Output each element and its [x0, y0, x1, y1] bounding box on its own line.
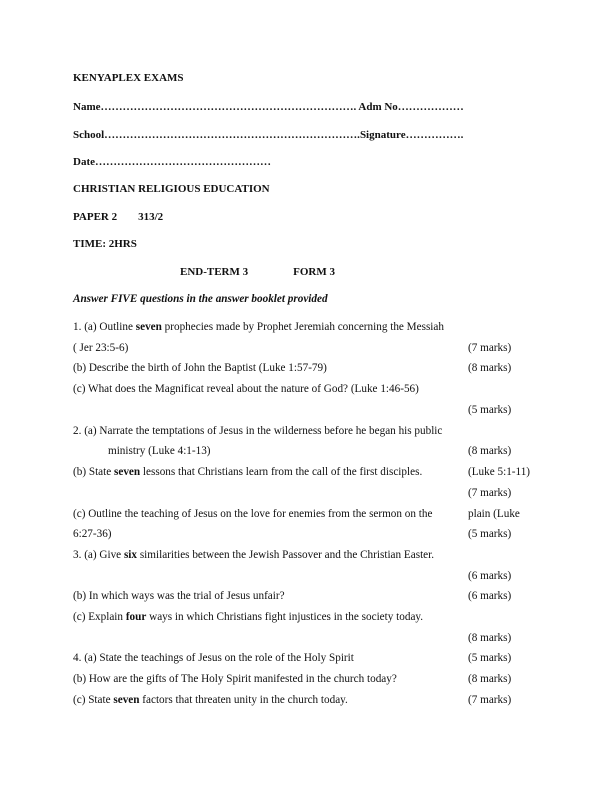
text: (c) State: [73, 694, 114, 706]
org-name: KENYAPLEX EXAMS: [73, 72, 184, 84]
school-label: School…………………………………………………………….: [73, 129, 360, 141]
question-1a: [73, 320, 444, 334]
instructions: Answer FIVE questions in the answer booklet provided: [73, 293, 328, 305]
adm-no-label: Adm No………………: [356, 101, 464, 113]
text: lessons that Christians learn from the call of the first disciples.: [140, 466, 423, 478]
text: similarities between the Jewish Passover and the Christian Easter.: [137, 549, 435, 561]
marks: (7 marks): [468, 487, 512, 499]
text: 3. (a) Give: [73, 549, 124, 561]
marks: (5 marks): [468, 652, 512, 664]
signature-label: Signature…………….: [359, 129, 464, 141]
question-3a: [73, 548, 434, 562]
question-2c: (c) Outline the teaching of Jesus on the love for enemies from the sermon on the: [73, 508, 433, 520]
name-label: Name…………………………………………………………….: [73, 101, 357, 113]
text: prophecies made by Prophet Jeremiah concerning the Messiah: [161, 321, 444, 333]
marks: (5 marks): [468, 528, 512, 540]
question-1c: (c) What does the Magnificat reveal about the nature of God? (Luke 1:46-56): [73, 383, 419, 395]
paper-code: 313/2: [138, 211, 164, 223]
question-4b: (b) How are the gifts of The Holy Spirit manifested in the church today?: [73, 673, 397, 685]
emphasis: seven: [113, 694, 140, 706]
name-field-line: [73, 100, 464, 114]
date-label: Date…………………………………………: [73, 156, 271, 168]
marks: (8 marks): [468, 362, 512, 374]
text: (c) Explain: [73, 611, 126, 623]
term-line: [180, 265, 335, 279]
question-3b: (b) In which ways was the trial of Jesus unfair?: [73, 590, 285, 602]
marks: (6 marks): [468, 590, 512, 602]
emphasis: seven: [135, 321, 162, 333]
marks: (5 marks): [468, 404, 512, 416]
text: factors that threaten unity in the church today.: [139, 694, 348, 706]
question-3c: [73, 610, 423, 624]
question-2c-ref: plain (Luke: [468, 508, 520, 520]
question-2a: 2. (a) Narrate the temptations of Jesus in the wilderness before he began his public: [73, 425, 443, 437]
emphasis: six: [123, 549, 138, 561]
text: ways in which Christians fight injustices in the society today.: [146, 611, 424, 623]
question-1b: (b) Describe the birth of John the Baptist (Luke 1:57-79): [73, 362, 327, 374]
school-field-line: [73, 128, 463, 142]
marks: (6 marks): [468, 570, 512, 582]
time-allowed: TIME: 2HRS: [73, 238, 137, 250]
marks: (7 marks): [468, 342, 512, 354]
subject-title: CHRISTIAN RELIGIOUS EDUCATION: [73, 183, 270, 195]
marks: (8 marks): [468, 445, 512, 457]
question-2b: [73, 465, 422, 479]
question-1a-ref: ( Jer 23:5-6): [73, 342, 129, 354]
text: 1. (a) Outline: [73, 321, 136, 333]
question-4a: 4. (a) State the teachings of Jesus on the role of the Holy Spirit: [73, 652, 354, 664]
paper-line: [73, 210, 163, 224]
question-2b-ref: (Luke 5:1-11): [468, 466, 531, 478]
marks: (8 marks): [468, 632, 512, 644]
term-label: END-TERM 3: [180, 266, 249, 278]
marks: (8 marks): [468, 673, 512, 685]
form-label: FORM 3: [293, 266, 335, 278]
marks: (7 marks): [468, 694, 512, 706]
emphasis: seven: [114, 466, 141, 478]
question-4c: [73, 693, 348, 707]
question-2a-cont: ministry (Luke 4:1-13): [108, 445, 211, 457]
emphasis: four: [125, 611, 147, 623]
text: (b) State: [73, 466, 115, 478]
paper-number: PAPER 2: [73, 211, 118, 223]
question-2c-cont: 6:27-36): [73, 528, 112, 540]
